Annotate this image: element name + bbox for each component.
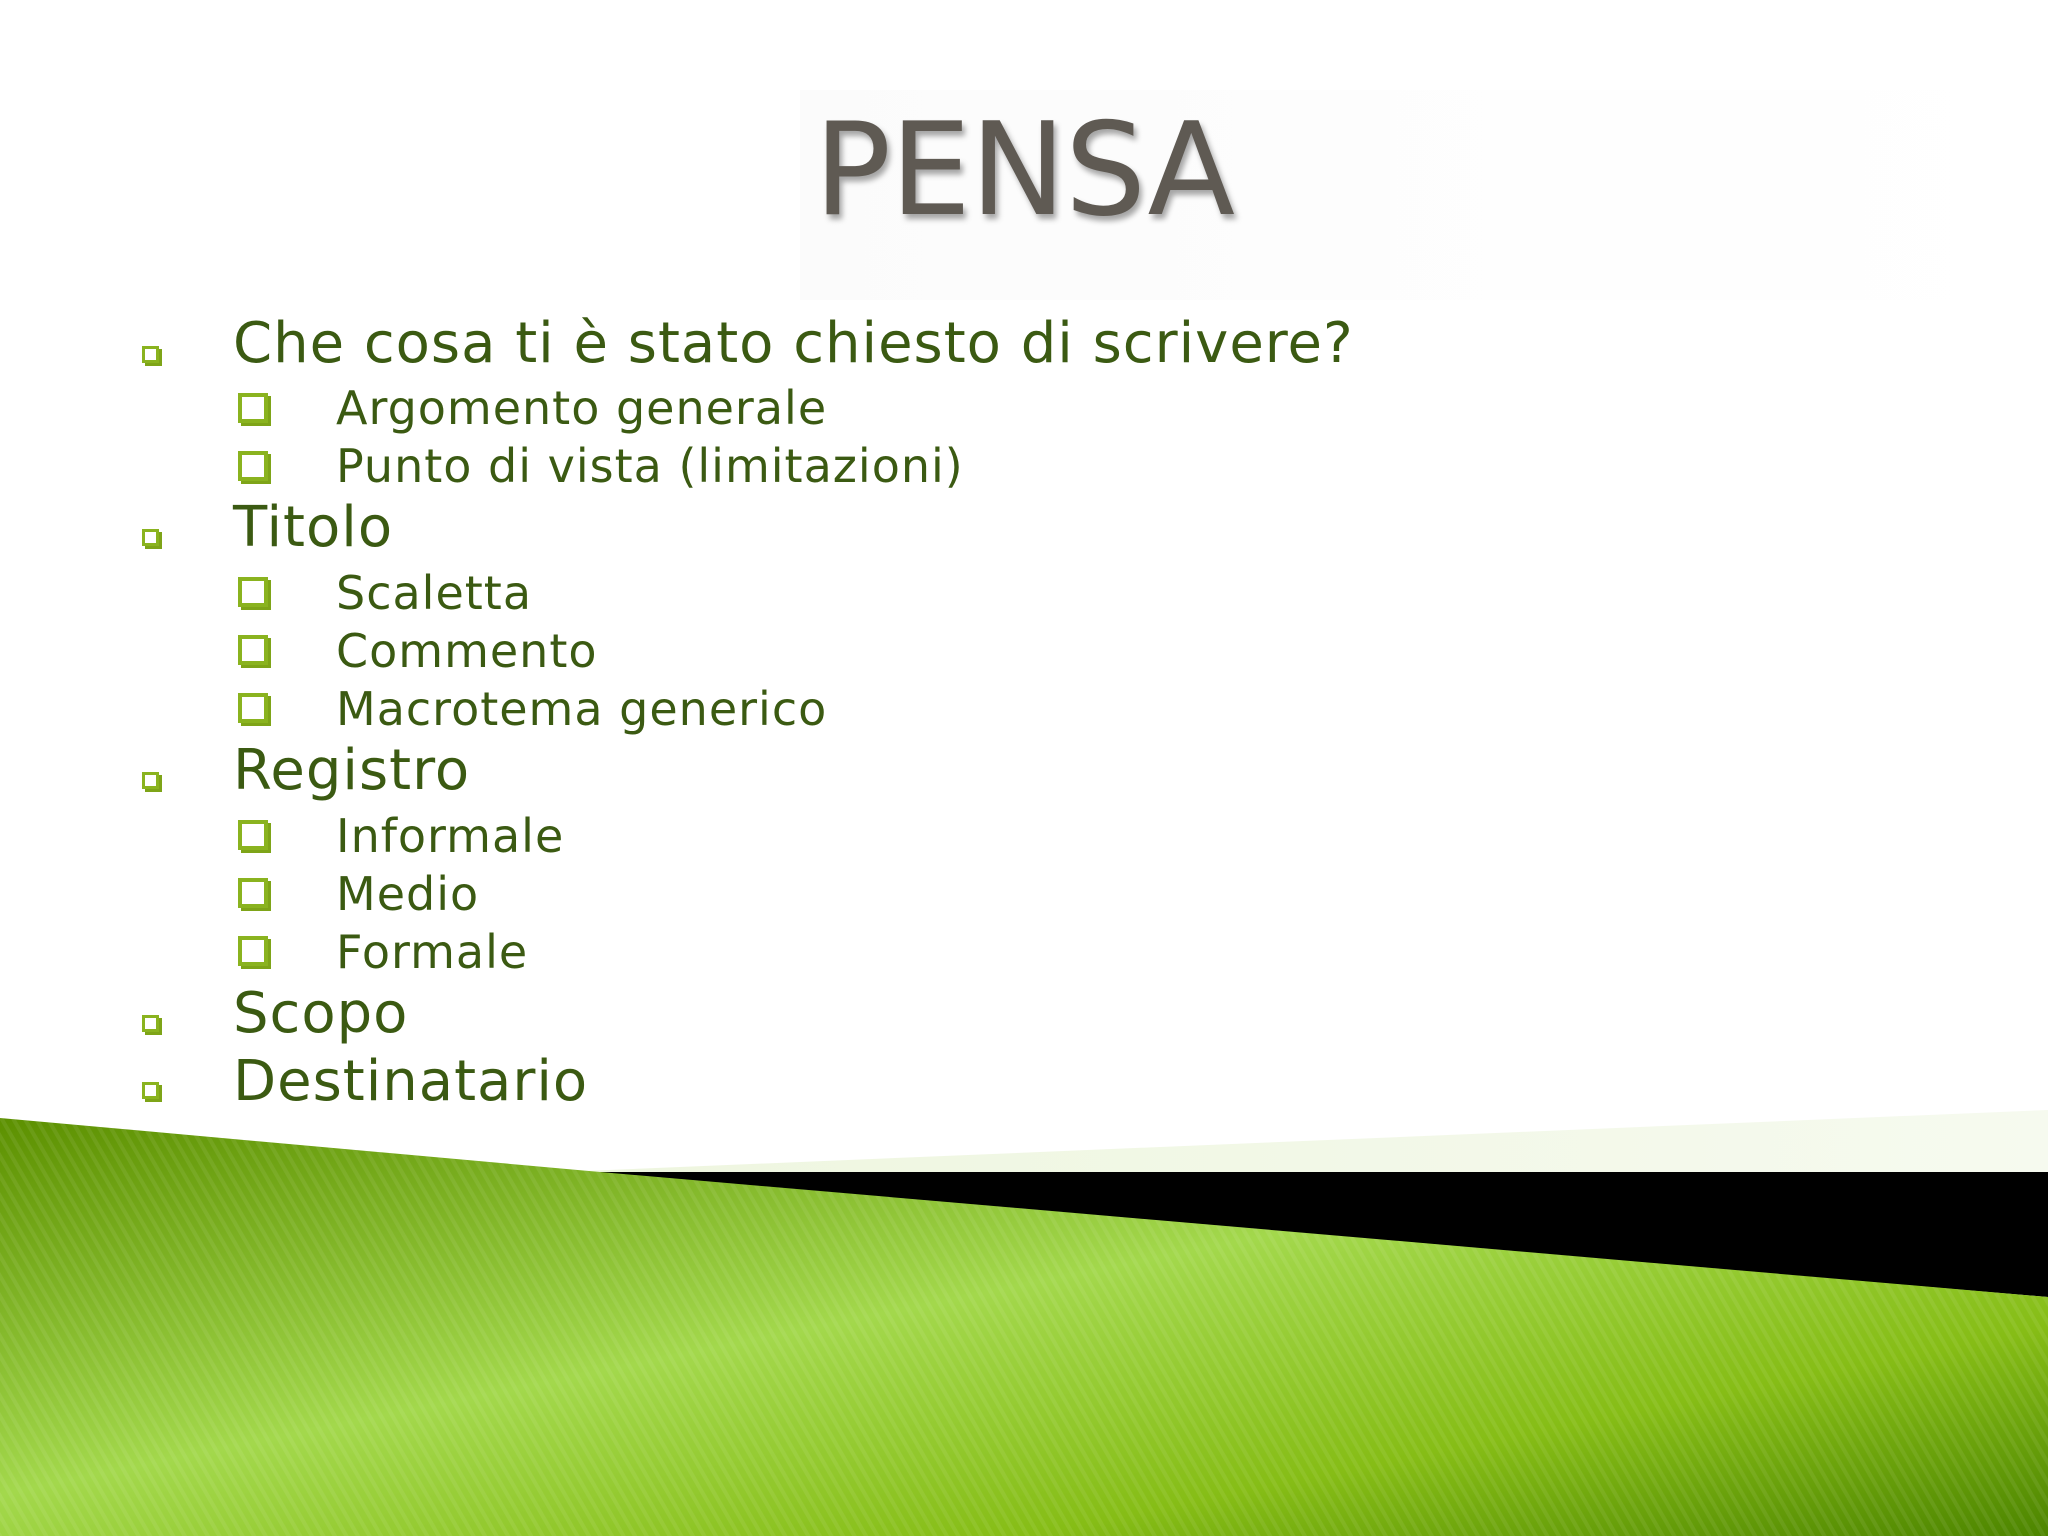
- list-item: Argomento generale: [336, 381, 828, 435]
- list-item: Macrotema generico: [336, 682, 828, 736]
- list-item: Scaletta: [336, 566, 533, 620]
- list-item: Punto di vista (limitazioni): [336, 439, 964, 493]
- list-item: Che cosa ti è stato chiesto di scrivere?: [233, 311, 1354, 376]
- list-item: Destinatario: [233, 1049, 589, 1114]
- list-item: Commento: [336, 624, 598, 678]
- list-item: Registro: [233, 738, 471, 803]
- list-item: Titolo: [233, 495, 394, 560]
- list-item: Formale: [336, 925, 529, 979]
- list-item: Scopo: [233, 981, 409, 1046]
- slide-title: PENSA: [814, 96, 1234, 245]
- pale-green-band: [560, 1110, 2048, 1172]
- list-item: Medio: [336, 867, 480, 921]
- list-item: Informale: [336, 809, 565, 863]
